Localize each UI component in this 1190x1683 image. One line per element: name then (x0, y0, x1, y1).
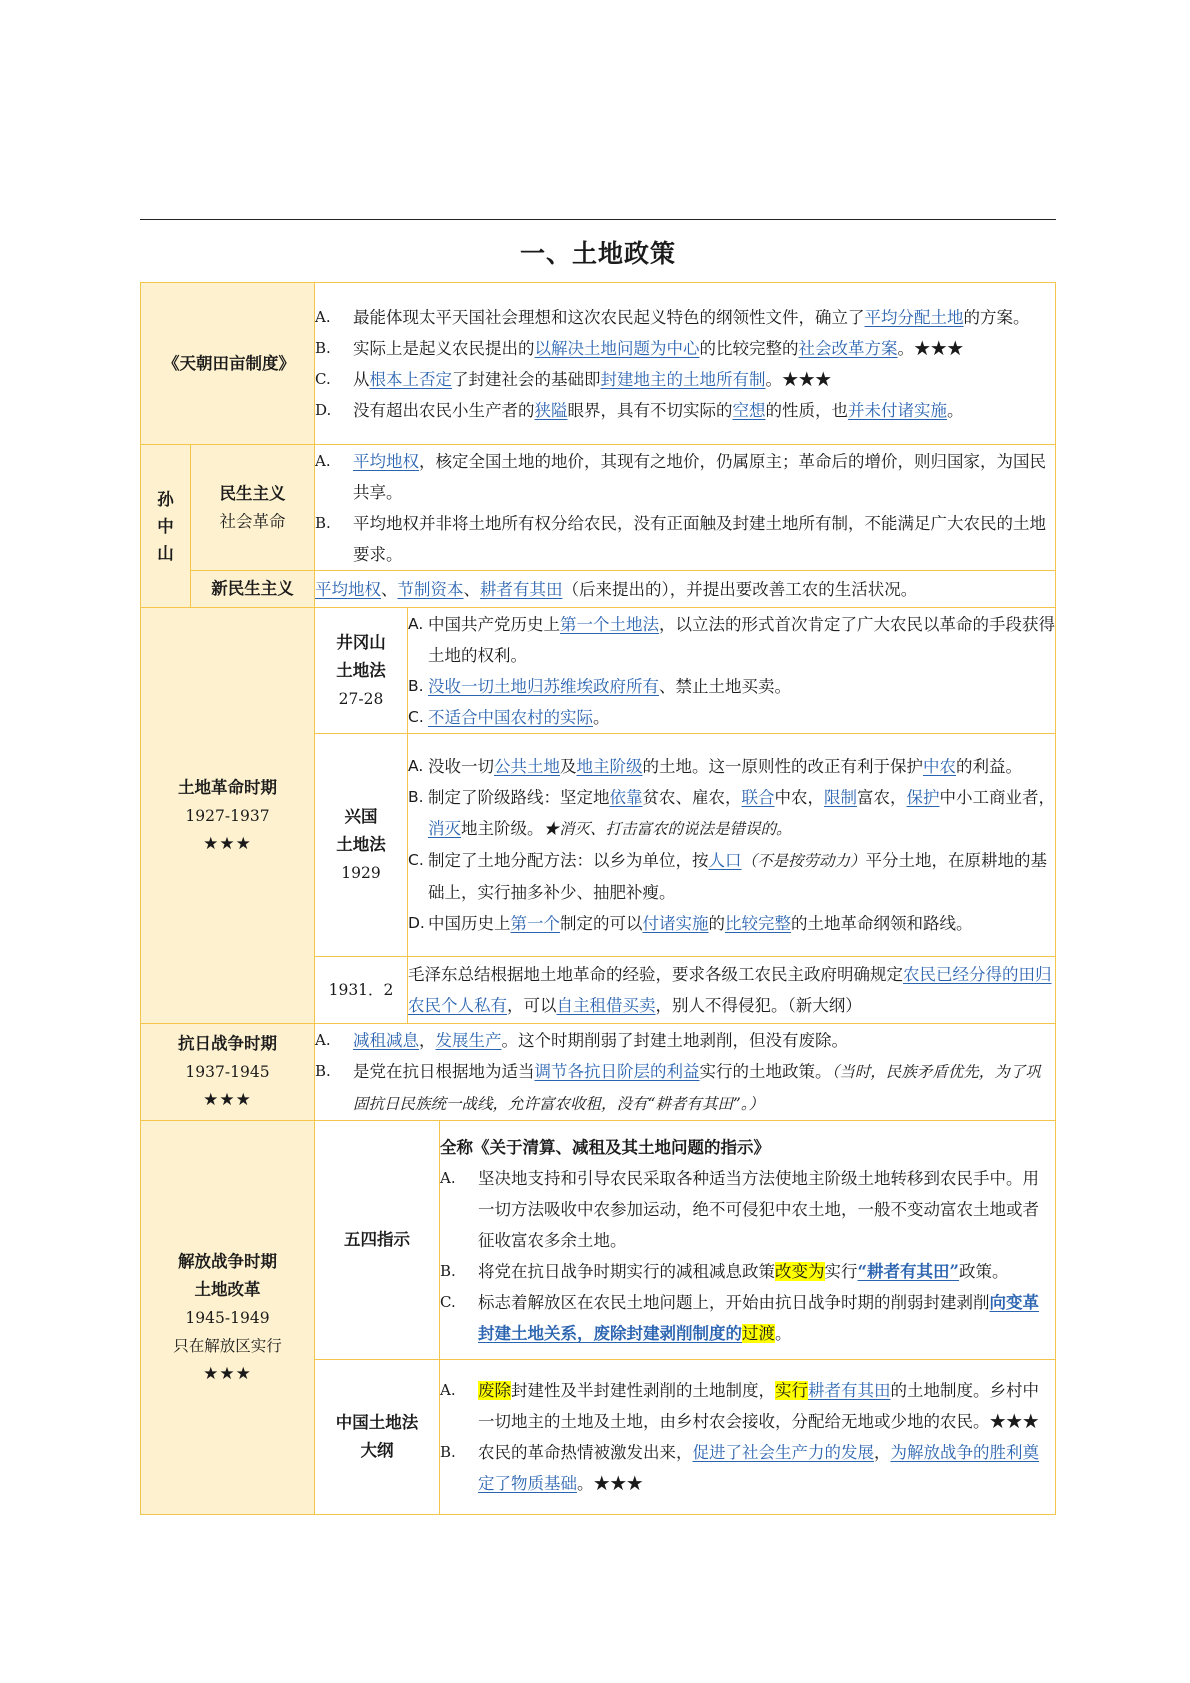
content-1931: 毛泽东总结根据地土地革命的经验，要求各级工农民主政府明确规定农民已经分得的田归农民个人私有，可以自主租借买卖，别人不得侵犯。（新大纲） (408, 957, 1056, 1024)
list-item: B. 实际上是起义农民提出的以解决土地问题为中心的比较完整的社会改革方案。★★★ (315, 338, 964, 358)
header-rule (140, 219, 1056, 220)
list-item: A. 减租减息，发展生产。这个时期削弱了封建土地剥削，但没有废除。 (315, 1030, 848, 1050)
label-sun: 孙中山 (141, 445, 191, 608)
label-jinggangshan: 井冈山 土地法 27-28 (315, 608, 408, 734)
list-item: C. 不适合中国农村的实际。 (408, 707, 610, 727)
label-dagang: 中国土地法 大纲 (315, 1360, 440, 1515)
list-item: D. 没有超出农民小生产者的狭隘眼界，具有不切实际的空想的性质，也并未付诸实施。 (315, 400, 964, 420)
list-item: A. 中国共产党历史上第一个土地法，以立法的形式首次肯定了广大农民以革命的手段获得土地的权利。 (408, 614, 1055, 665)
list-item: A. 废除封建性及半封建性剥削的土地制度，实行耕者有其田的土地制度。乡村中一切地主的土地及土地，由乡村农会接收，分配给无地或少地的农民。★★★ (440, 1381, 1039, 1431)
content-xinminsheng: 平均地权、节制资本、耕者有其田（后来提出的），并提出要改善工农的生活状况。 (315, 571, 1056, 608)
content-xingguo (408, 734, 1056, 957)
row-kangri (141, 1024, 1056, 1121)
label-xingguo: 兴国 土地法 1929 (315, 734, 408, 957)
label-kangri: 抗日战争时期 1937-1945 ★★★ (141, 1024, 315, 1121)
list-item: C. 从根本上否定了封建社会的基础即封建地主的土地所有制。★★★ (315, 369, 832, 389)
content-wusi: 全称《关于清算、减租及其土地问题的指示》 A. 坚决地支持和引导农民采取各种适当方法使地主阶级土地转移到农民手中。用一切方法吸收中农参加运动，绝不可侵犯中农土地，一般不变动富农土地或者征收富农多余土地。 B. 将党在抗日战争时期实行的减租减息政策改变为实行“耕者有其田”政策。 C. 标志着解放区在农民土地问题上，开始由抗日战争时期的削弱封建剥削向变革封建土地关系，废除封建剥削制度的过渡。 (440, 1121, 1056, 1360)
label-wusi: 五四指示 (315, 1121, 440, 1360)
list-item: B. 是党在抗日根据地为适当调节各抗日阶层的利益实行的土地政策。（当时，民族矛盾优先，为了巩固抗日民族统一战线，允许富农收租，没有“耕者有其田”。） (315, 1061, 1041, 1113)
label-tudi-geming: 土地革命时期 1927-1937 ★★★ (141, 608, 315, 1024)
row-wusi (141, 1121, 1056, 1360)
row-taiping (141, 283, 1056, 445)
list-item: B. 农民的革命热情被激发出来，促进了社会生产力的发展，为解放战争的胜利奠定了物质基础。★★★ (440, 1443, 1039, 1493)
row-jinggang (141, 608, 1056, 734)
list-item: B. 没收一切土地归苏维埃政府所有、禁止土地买卖。 (408, 676, 791, 696)
list-item: D. 中国历史上第一个制定的可以付诸实施的比较完整的土地革命纲领和路线。 (408, 914, 973, 933)
content-taiping (315, 283, 1056, 445)
content-minsheng (315, 445, 1056, 571)
content-jinggangshan (408, 608, 1056, 734)
row-sun-minsheng (141, 445, 1056, 571)
row-sun-xin (141, 571, 1056, 608)
list-item: A. 平均地权，核定全国土地的地价，其现有之地价，仍属原主；革命后的增价，则归国家，为国民共享。 (315, 451, 1046, 502)
content-dagang (440, 1360, 1056, 1515)
list-item: A. 最能体现太平天国社会理想和这次农民起义特色的纲领性文件，确立了平均分配土地的方案。 (315, 307, 1030, 327)
page-title: 一、土地政策 (519, 239, 676, 268)
list-item: A. 坚决地支持和引导农民采取各种适当方法使地主阶级土地转移到农民手中。用一切方法吸收中农参加运动，绝不可侵犯中农土地，一般不变动富农土地或者征收富农多余土地。 (440, 1168, 1039, 1250)
list-item: B. 平均地权并非将土地所有权分给农民，没有正面触及封建土地所有制，不能满足广大农民的土地要求。 (315, 513, 1046, 564)
label-1931: 1931．2 (315, 957, 408, 1024)
list-item: A. 没收一切公共土地及地主阶级的土地。这一原则性的改正有利于保护中农的利益。 (408, 757, 1022, 776)
list-item: C. 标志着解放区在农民土地问题上，开始由抗日战争时期的削弱封建剥削向变革封建土地关系，废除封建剥削制度的过渡。 (440, 1292, 1039, 1343)
list-item: C. 制定了土地分配方法：以乡为单位，按人口（不是按劳动力）平分土地，在原耕地的基础上，实行抽多补少、抽肥补瘦。 (408, 851, 1048, 902)
label-taiping: 《天朝田亩制度》 (141, 283, 315, 445)
list-item: B. 制定了阶级路线：坚定地依靠贫农、雇农，联合中农，限制富农，保护中小工商业者，消灭地主阶级。★消灭、打击富农的说法是错误的。 (408, 788, 1055, 838)
content-kangri (315, 1024, 1056, 1121)
label-xinminsheng: 新民生主义 (191, 571, 315, 608)
label-minsheng: 民生主义 社会革命 (191, 445, 315, 571)
label-jiefang: 解放战争时期 土地改革 1945-1949 只在解放区实行 ★★★ (141, 1121, 315, 1515)
list-item: B. 将党在抗日战争时期实行的减租减息政策改变为实行“耕者有其田”政策。 (440, 1261, 1009, 1281)
land-policy-table (140, 282, 1056, 1515)
